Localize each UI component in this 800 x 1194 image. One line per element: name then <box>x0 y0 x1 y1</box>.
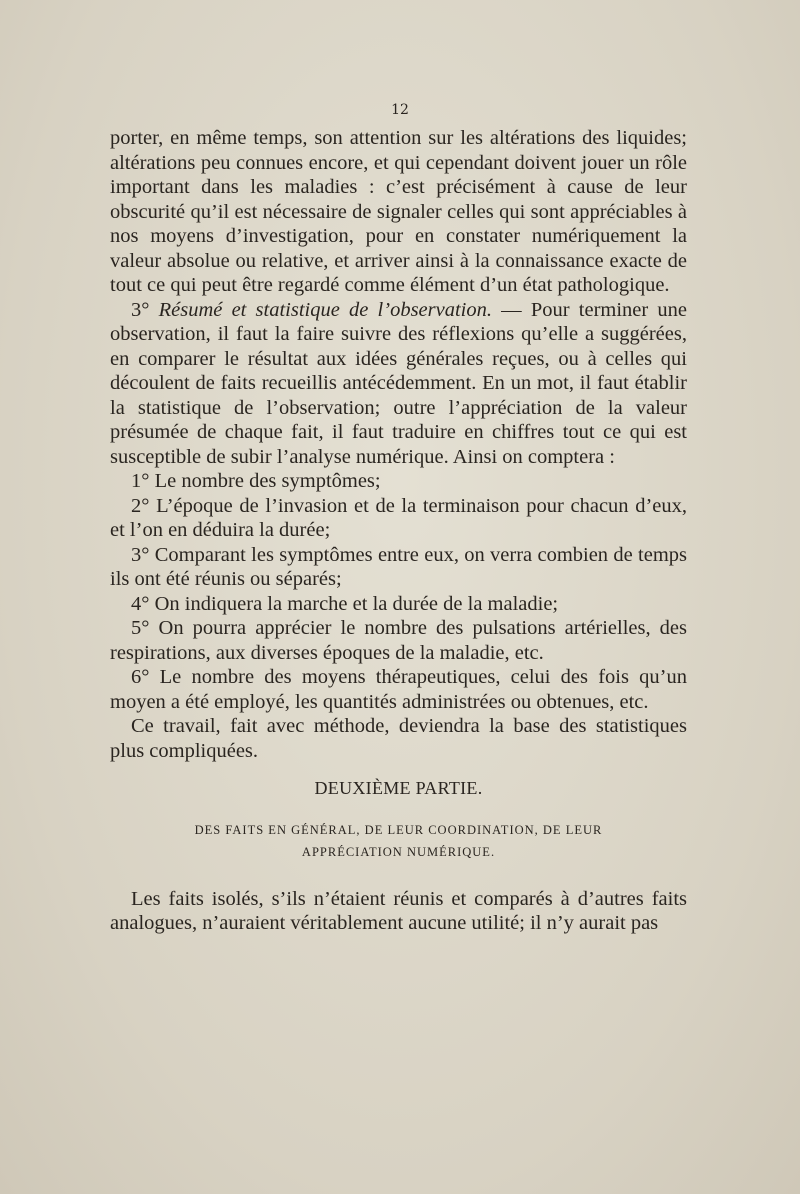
paragraph-continuation: porter, en même temps, son attention sur les altérations des liquides; altérations peu connues encore, et qui cependant doivent jouer un rôle important dans les maladies : c’est précisément à cause de leur obscurité qu’il est nécessaire de signaler celles qui sont appréciables à nos moyens d’investigation, pour en constater numériquement la valeur absolue ou relative, et arriver ainsi à la connaissance exacte de tout ce qui peut être regardé comme élément d’un état pathologique. <box>110 127 687 296</box>
final-paragraph: Les faits isolés, s’ils n’étaient réunis et comparés à d’autres faits analogues, n’auraient véritablement aucune utilité; il n’y aurait pas <box>110 887 687 934</box>
section-body: — Pour terminer une observation, il faut la faire suivre des réflexions qu’elle a suggérées, en comparer le résultat aux idées générales reçues, ou à celles qui découlent de faits recueillis antécédemment. En un mot, il faut établir la statistique de l’observation; outre l’appréciation de la valeur présumée de chaque fait, il faut traduire en chiffres tout ce qui est susceptible de subir l’analyse numérique. Ainsi on comptera : <box>110 298 688 468</box>
section-heading-line: DES FAITS EN GÉNÉRAL, DE LEUR COORDINATION, DE LEUR <box>194 822 603 837</box>
list-item: 2° L’époque de l’invasion et de la terminaison pour chacun d’eux, et l’on en déduira la durée; <box>110 494 687 541</box>
section-title-italic: Résumé et statistique de l’observation. <box>158 298 492 321</box>
section-heading-line: APPRÉCIATION NUMÉRIQUE. <box>301 844 496 859</box>
list-item: 1° Le nombre des symptômes; <box>131 470 381 492</box>
closing-paragraph: Ce travail, fait avec méthode, deviendra la base des statistiques plus compliquées. <box>110 715 687 762</box>
page-number: 12 <box>391 102 409 118</box>
paragraph-resume-statistique <box>110 298 687 470</box>
list-item: 6° Le nombre des moyens thérapeutiques, celui des fois qu’un moyen a été employé, les quantités administrées ou obtenues, etc. <box>110 666 687 713</box>
section-number: 3° <box>131 298 150 321</box>
section-heading <box>110 819 687 863</box>
body-text <box>110 126 687 936</box>
list-item: 3° Comparant les symptômes entre eux, on verra combien de temps ils ont été réunis ou séparés; <box>110 543 687 590</box>
part-title: DEUXIÈME PARTIE. <box>314 778 483 798</box>
list-item: 5° On pourra apprécier le nombre des pulsations artérielles, des respirations, aux diverses époques de la maladie, etc. <box>110 617 687 664</box>
list-item: 4° On indiquera la marche et la durée de la maladie; <box>131 592 559 615</box>
